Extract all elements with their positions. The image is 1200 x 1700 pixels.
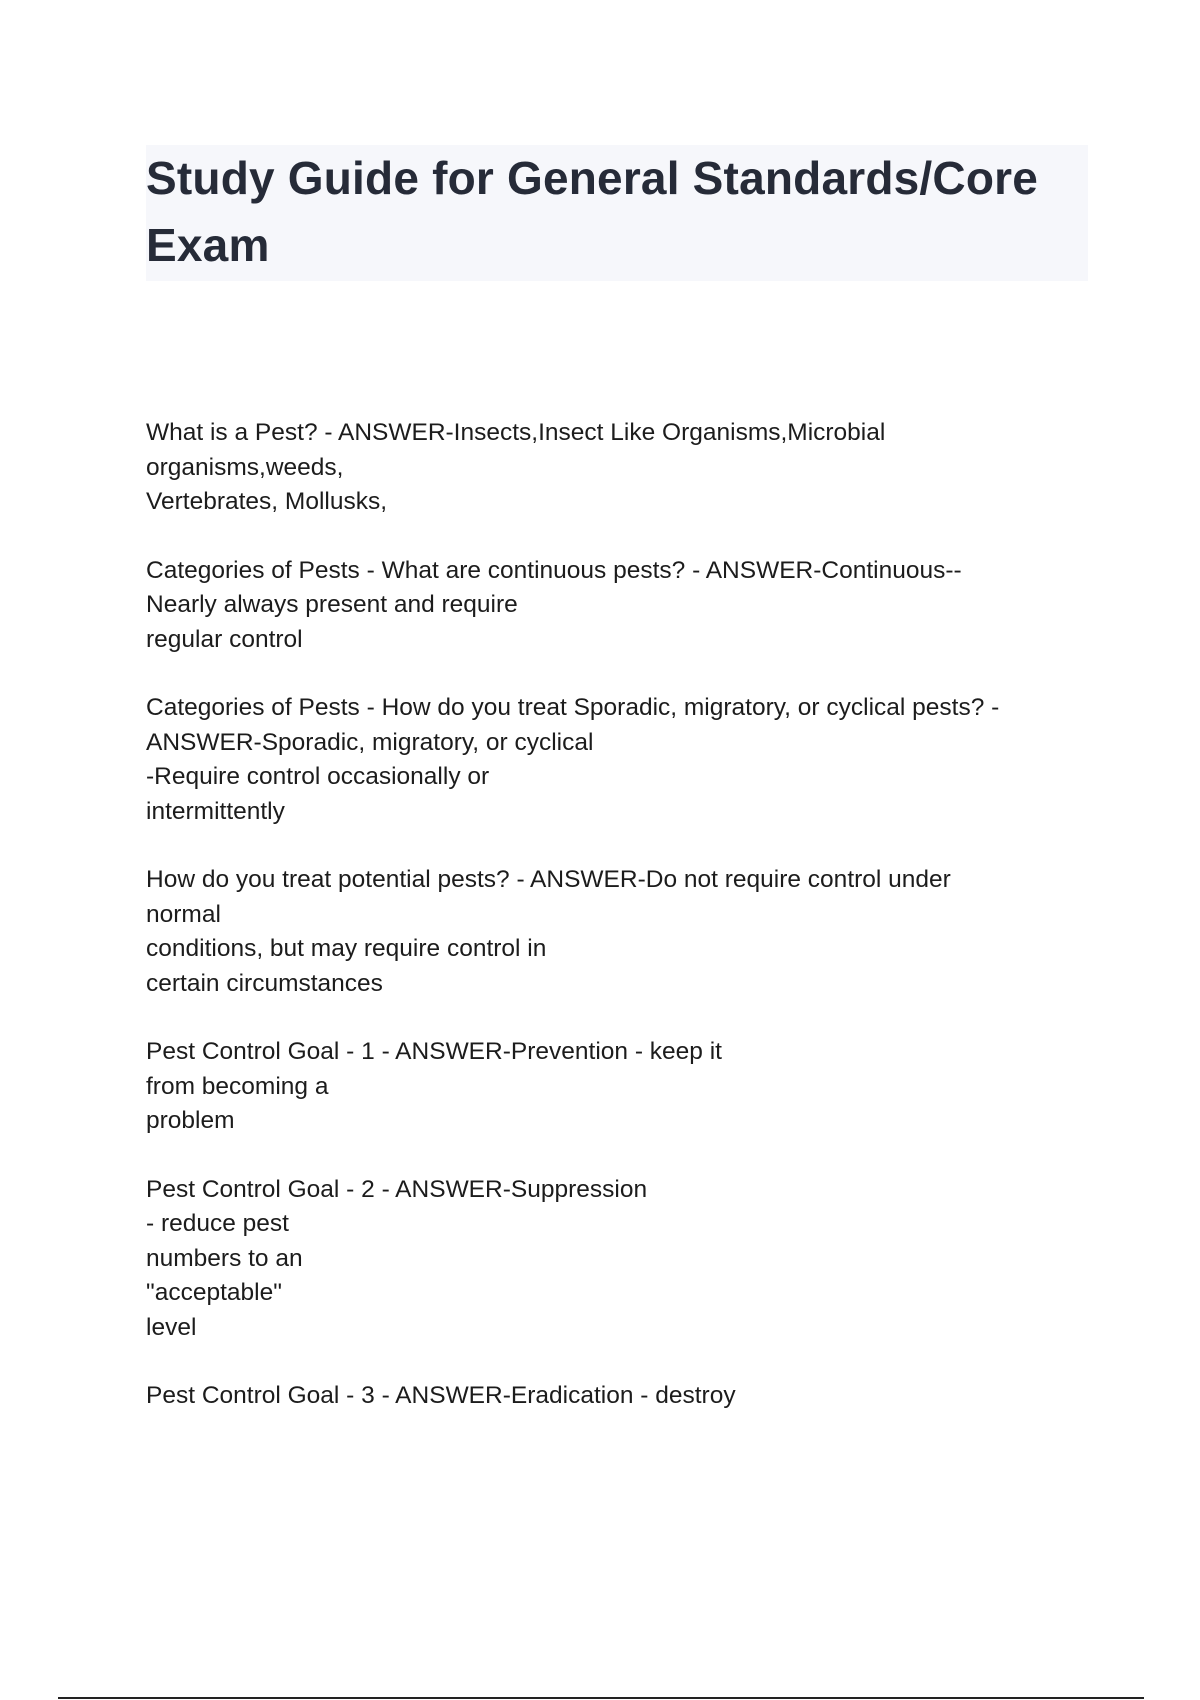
qa-list [146,416,1106,1448]
document-title [146,145,1088,279]
qa-line: -Require control occasionally or [146,763,490,790]
title-banner [146,145,1088,281]
qa-line: level [146,1313,197,1341]
qa-line: organisms,weeds, [146,453,344,481]
qa-line: Pest Control Goal - 1 - ANSWER-Prevention - keep it [146,1038,722,1065]
qa-entry-sporadic-pests [146,691,1106,829]
qa-line: Categories of Pests - What are continuous pests? - ANSWER-Continuous-- [146,556,962,584]
qa-line: "acceptable" [146,1279,282,1306]
qa-entry-continuous-pests [146,554,1106,658]
qa-line: certain circumstances [146,969,383,997]
qa-line: Nearly always present and require [146,591,518,618]
document-title-line: Study Guide for General Standards/Core [146,152,1038,204]
qa-line: numbers to an [146,1244,303,1272]
qa-line: How do you treat potential pests? - ANSWER-Do not require control under [146,866,951,893]
qa-entry-goal-3 [146,1379,1106,1414]
qa-entry-goal-2 [146,1173,1106,1346]
qa-line: - reduce pest [146,1210,289,1237]
qa-line: What is a Pest? - ANSWER-Insects,Insect Like Organisms,Microbial [146,419,886,446]
qa-line: from becoming a [146,1072,329,1100]
qa-line: Categories of Pests - How do you treat Sporadic, migratory, or cyclical pests? - [146,694,1000,721]
qa-line: intermittently [146,797,285,825]
qa-entry-potential-pests [146,863,1106,1001]
qa-line: conditions, but may require control in [146,935,547,962]
qa-line: Pest Control Goal - 2 - ANSWER-Suppression [146,1175,648,1203]
qa-line: problem [146,1107,235,1134]
qa-line: Pest Control Goal - 3 - ANSWER-Eradication - destroy [146,1382,736,1409]
qa-line: ANSWER-Sporadic, migratory, or cyclical [146,728,594,756]
qa-entry-what-is-a-pest [146,416,1106,520]
page-bottom-divider [58,1697,1144,1699]
qa-line: Vertebrates, Mollusks, [146,488,388,515]
document-title-line: Exam [146,219,270,271]
qa-entry-goal-1 [146,1035,1106,1139]
qa-line: regular control [146,625,303,653]
qa-line: normal [146,900,221,928]
